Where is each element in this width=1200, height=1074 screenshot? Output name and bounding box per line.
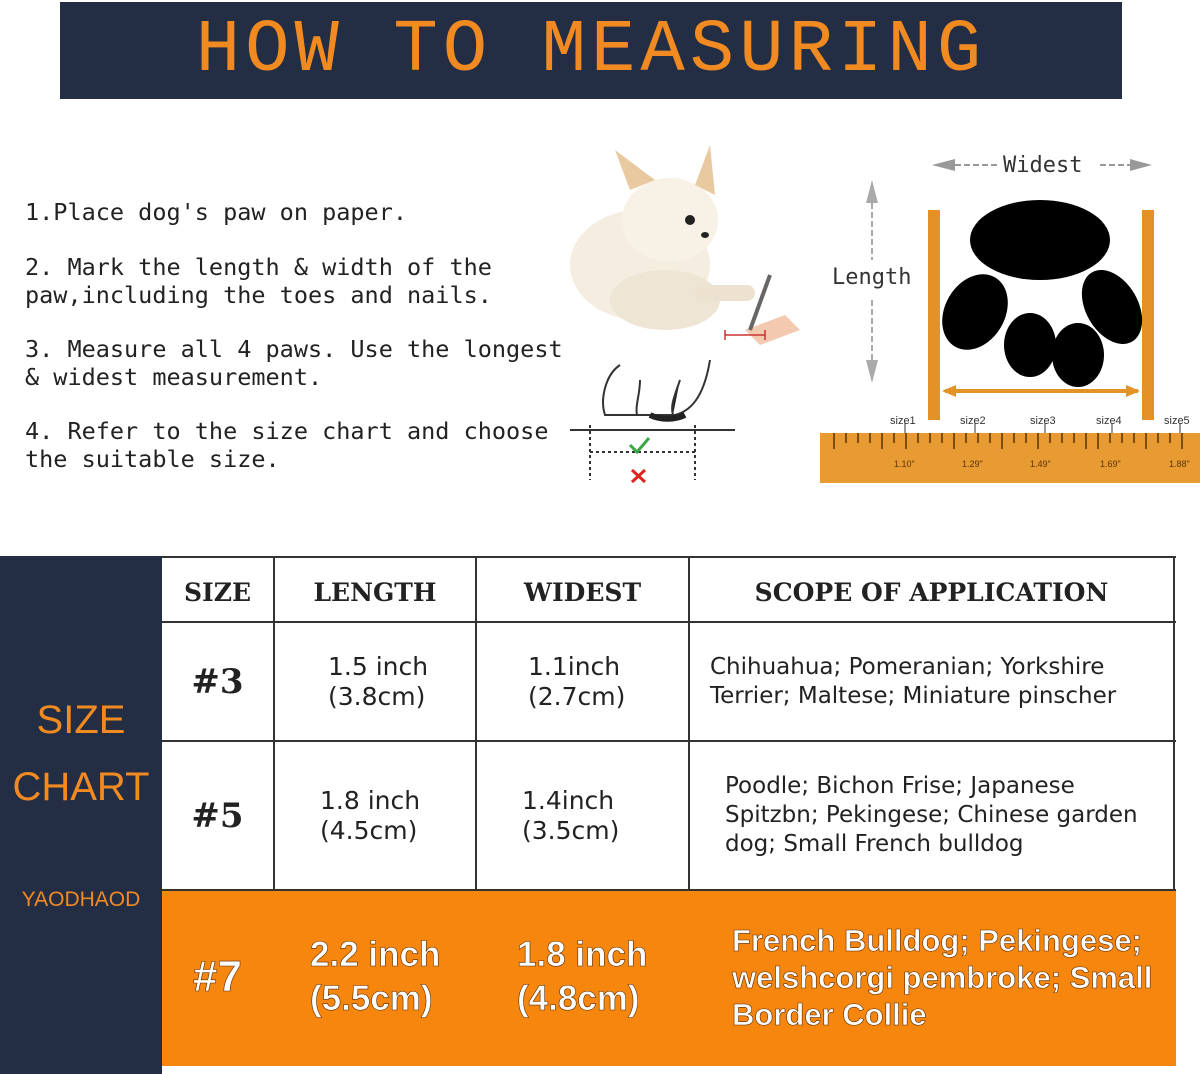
ruler-icon (820, 433, 1200, 483)
widest-inch: 1.8 inch (517, 935, 648, 974)
length-label: Length (832, 265, 912, 290)
paw-diagram-graphic (820, 145, 1200, 490)
page-title: HOW TO MEASURING (195, 8, 987, 93)
table-border (162, 556, 1176, 558)
ruler-size-label: size4 (1096, 415, 1122, 427)
column-header-length: LENGTH (313, 577, 437, 607)
widest-inch: 1.1inch (528, 651, 621, 681)
table-row-widest (528, 623, 688, 740)
title-banner (60, 2, 1122, 99)
ruler-value: 1.10" (894, 459, 915, 469)
step-3: 3. Measure all 4 paws. Use the longest & widest measurement. (25, 335, 563, 391)
dog-measuring-illustration (545, 140, 805, 490)
column-header-widest: WIDEST (523, 577, 642, 607)
ruler-value: 1.29" (962, 459, 983, 469)
table-row-widest (517, 892, 688, 1062)
ruler-value: 1.49" (1030, 459, 1051, 469)
step-1: 1.Place dog's paw on paper. (25, 198, 408, 226)
ruler-value: 1.69" (1100, 459, 1121, 469)
cross-icon (632, 470, 645, 482)
ruler-size-label: size5 (1164, 415, 1190, 427)
column-header-scope: SCOPE OF APPLICATION (754, 577, 1109, 607)
widest-inch: 1.4inch (522, 785, 615, 815)
table-row-scope: French Bulldog; Pekingese; welshcorgi pembroke; Small Border Collie (732, 922, 1153, 1032)
length-inch: 1.8 inch (320, 785, 421, 815)
ruler-size-label: size2 (960, 415, 986, 427)
table-row-widest (522, 742, 688, 889)
paw-pad-icon (970, 200, 1110, 280)
step-2: 2. Mark the length & width of the paw,including the toes and nails. (25, 253, 492, 309)
ruler-value: 1.88" (1169, 459, 1190, 469)
step-4: 4. Refer to the size chart and choose the suitable size. (25, 417, 549, 473)
length-inch: 2.2 inch (310, 935, 441, 974)
table-row-size: #3 (191, 661, 244, 702)
widest-label: Widest (1003, 153, 1083, 178)
widest-cm: (4.8cm) (517, 979, 640, 1018)
ruler-size-label: size1 (890, 415, 916, 427)
side-title-chart: CHART (12, 765, 150, 809)
length-inch: 1.5 inch (328, 651, 429, 681)
ruler-size-label: size3 (1030, 415, 1056, 427)
table-row-scope: Poodle; Bichon Frise; Japanese Spitzbn; Pekingese; Chinese garden dog; Small French bulldog (725, 773, 1138, 857)
table-row-length (320, 742, 475, 889)
widest-cm: (3.5cm) (522, 815, 620, 845)
paw-measurement-diagram (820, 145, 1200, 490)
table-row-size: #7 (193, 952, 242, 1001)
brand-label: YAODHAOD (21, 888, 141, 911)
column-header-size: SIZE (183, 577, 252, 607)
length-cm: (5.5cm) (310, 979, 433, 1018)
table-row-scope: Chihuahua; Pomeranian; Yorkshire Terrier; Maltese; Miniature pinscher (710, 653, 1117, 709)
size-chart-side-panel (0, 556, 162, 1074)
side-title-size: SIZE (36, 698, 126, 742)
widest-cm: (2.7cm) (528, 681, 626, 711)
table-row-size: #5 (191, 795, 244, 836)
puppy-image (570, 145, 800, 345)
table-border (1173, 556, 1175, 890)
length-cm: (3.8cm) (328, 681, 426, 711)
paw-sketch (570, 360, 735, 480)
table-border (162, 889, 1176, 891)
length-cm: (4.5cm) (320, 815, 418, 845)
table-row-length (310, 892, 475, 1062)
check-icon (630, 438, 649, 452)
table-row-length (328, 623, 475, 740)
